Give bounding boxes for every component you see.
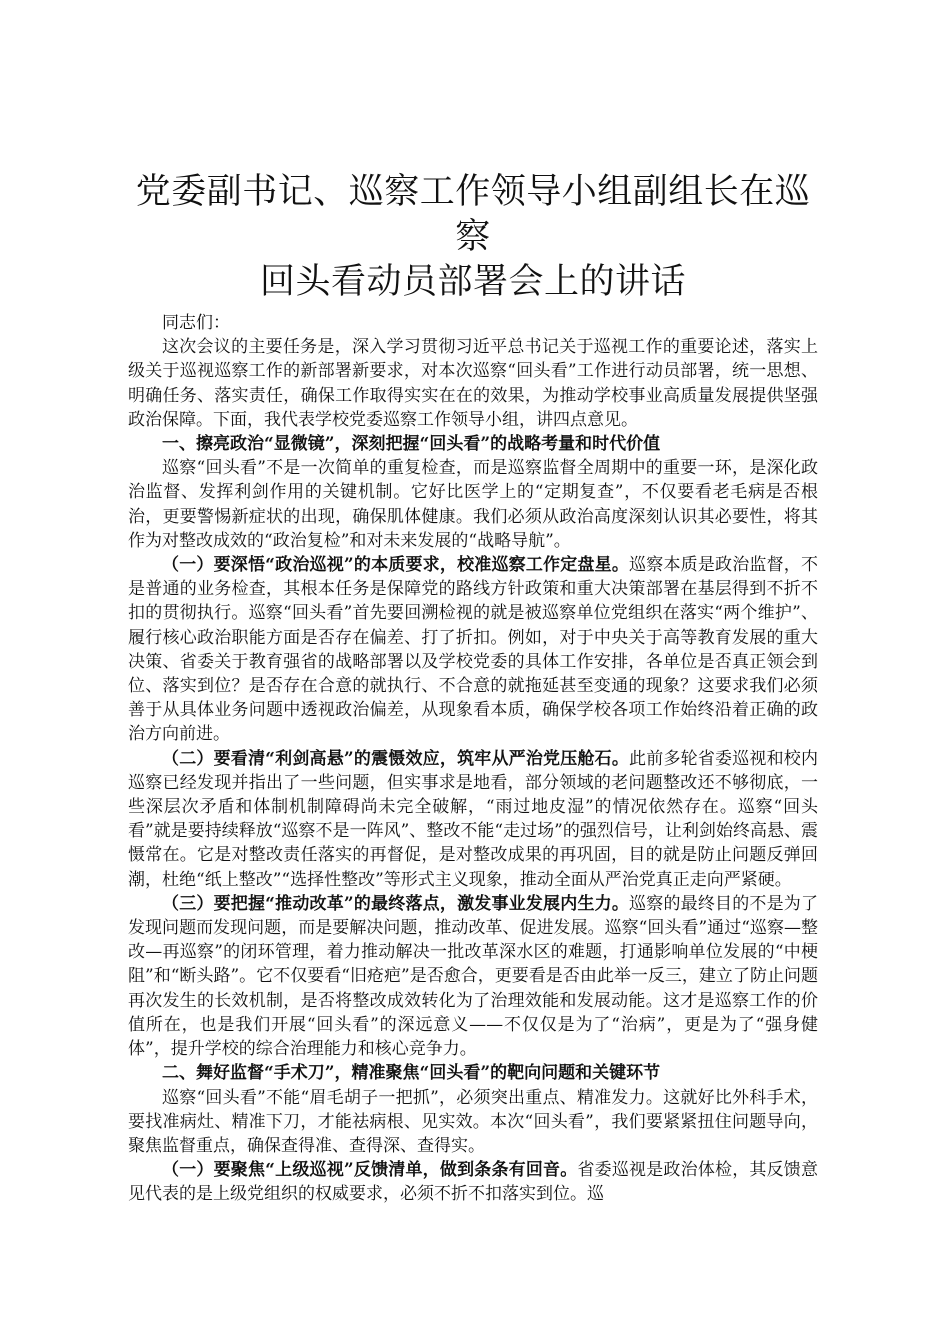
greeting: 同志们： xyxy=(162,313,230,333)
section-2-point-1 xyxy=(128,1158,818,1206)
point-body: 巡察本质是政治监督，不是普通的业务检查，其根本任务是保障党的路线方针政策和重大决策部署在基层得到不折不扣的贯彻执行。巡察“回头看”首先要回溯检视的就是被巡察单位党组织在落实“两个维护”、履行核心政治职能方面是否存在偏差、打了折扣。例如，对于中央关于高等教育发展的重大决策、省委关于教育强省的战略部署以及学校党委的具体工作安排，各单位是否真正领会到位、落实到位？是否存在合意的就执行、不合意的就拖延甚至变通的现象？这要求我们必须善于从具体业务问题中透视政治偏差，从现象看本质，确保学校各项工作始终沿着正确的政治方向前进。 xyxy=(128,555,819,745)
title-line-2: 回头看动员部署会上的讲话 xyxy=(259,262,686,302)
section-2-heading: 二、舞好监督“手术刀”，精准聚焦“回头看”的靶向问题和关键环节 xyxy=(162,1063,661,1084)
section-1-point-1 xyxy=(128,553,818,747)
section-1-point-3 xyxy=(128,892,818,1061)
point-body: 省委巡视是政治体检，其反馈意见代表的是上级党组织的权威要求，必须不折不扣落实到位。巡 xyxy=(128,1160,818,1205)
section-1-intro: 巡察“回头看”不是一次简单的重复检查，而是巡察监督全周期中的重要一环，是深化政治监督、发挥利剑作用的关键机制。它好比医学上的“定期复查”，不仅要看老毛病是否根治，更要警惕新症状的出现，确保肌体健康。我们必须从政治高度深刻认识其必要性，将其作为对整改成效的“政治复检”和对未来发展的“战略导航”。 xyxy=(128,458,818,551)
section-1-point-2 xyxy=(128,747,818,892)
point-lead: （三）要把握“推动改革”的最终落点，激发事业发展内生力。 xyxy=(162,893,630,914)
point-body: 巡察的最终目的不是为了发现问题而发现问题，而是要解决问题，推动改革、促进发展。巡察“回头看”通过“巡察—整改—再巡察”的闭环管理，着力推动解决一批改革深水区的难题，打通影响单位发展的“中梗阻”和“断头路”。它不仅要看“旧疮疤”是否愈合，更要看是否由此举一反三，建立了防止问题再次发生的长效机制，是否将整改成效转化为了治理效能和发展动能。这才是巡察工作的价值所在，也是我们开展“回头看”的深远意义——不仅仅是为了“治病”，更是为了“强身健体”，提升学校的综合治理能力和核心竞争力。 xyxy=(128,893,819,1060)
title-line-1: 党委副书记、巡察工作领导小组副组长在巡察 xyxy=(135,172,811,257)
point-lead: （一）要深悟“政治巡视”的本质要求，校准巡察工作定盘星。 xyxy=(162,555,630,576)
section-2-intro: 巡察“回头看”不能“眉毛胡子一把抓”，必须突出重点、精准发力。这就好比外科手术，要找准病灶、精准下刀，才能祛病根、见实效。本次“回头看”，我们要紧紧扭住问题导向，聚焦监督重点，确保查得准、查得深、查得实。 xyxy=(128,1087,818,1156)
document-page xyxy=(128,170,818,1207)
point-body: 此前多轮省委巡视和校内巡察已经发现并指出了一些问题，但实事求是地看，部分领域的老问题整改还不够彻底，一些深层次矛盾和体制机制障碍尚未完全破解，“雨过地皮湿”的情况依然存在。巡察“回头看”就是要持续释放“巡察不是一阵风”、整改不能“走过场”的强烈信号，让利剑始终高悬、震慑常在。它是对整改责任落实的再督促，是对整改成果的再巩固，目的就是防止问题反弹回潮，杜绝“纸上整改”“选择性整改”等形式主义现象，推动全面从严治党真正走向严紧硬。 xyxy=(128,748,819,890)
section-1-heading: 一、擦亮政治“显微镜”，深刻把握“回头看”的战略考量和时代价值 xyxy=(162,434,661,455)
point-lead: （一）要聚焦“上级巡视”反馈清单，做到条条有回音。 xyxy=(162,1160,578,1181)
document-title xyxy=(128,170,818,305)
intro-paragraph: 这次会议的主要任务是，深入学习贯彻习近平总书记关于巡视工作的重要论述，落实上级关于巡视巡察工作的新部署新要求，对本次巡察“回头看”工作进行动员部署，统一思想、明确任务、落实责任，确保工作取得实实在在的效果，为推动学校事业高质量发展提供坚强政治保障。下面，我代表学校党委巡察工作领导小组，讲四点意见。 xyxy=(128,337,818,430)
point-lead: （二）要看清“利剑高悬”的震慑效应，筑牢从严治党压舱石。 xyxy=(162,748,630,769)
